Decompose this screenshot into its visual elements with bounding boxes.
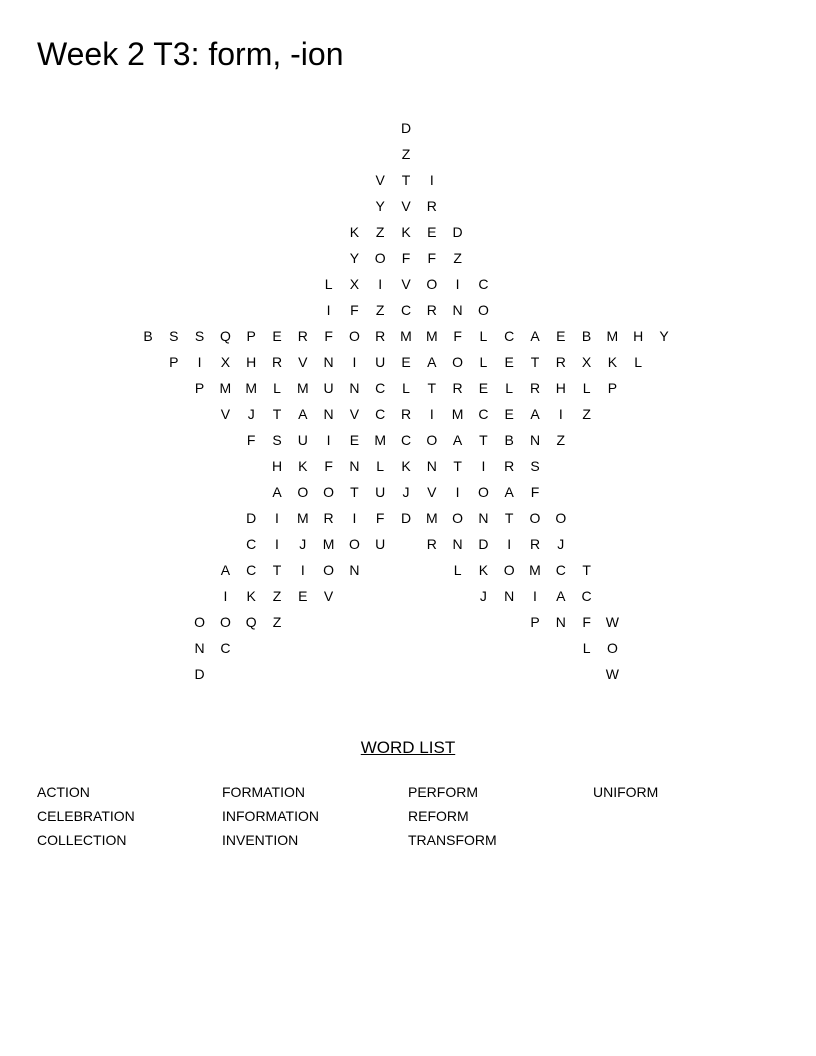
grid-letter: N [555, 614, 566, 630]
grid-letter: T [582, 562, 591, 578]
grid-letter: D [400, 120, 412, 136]
grid-letter: I [300, 562, 305, 578]
grid-letter: F [350, 302, 359, 318]
grid-letter: L [582, 640, 591, 656]
word-list-heading: WORD LIST [360, 738, 456, 757]
grid-letter: R [555, 354, 566, 370]
grid-letter: A [298, 406, 308, 422]
grid-letter: E [478, 380, 489, 396]
grid-letter: L [479, 328, 488, 344]
grid-letter: P [246, 328, 256, 344]
grid-letter: L [273, 380, 281, 396]
grid-letter: C [555, 562, 566, 578]
grid-letter: Q [219, 328, 231, 344]
grid-letter: I [326, 432, 331, 448]
grid-letter: O [374, 250, 386, 266]
grid-letter: O [503, 562, 515, 578]
grid-letter: R [323, 510, 334, 526]
grid-letter: O [555, 510, 567, 526]
grid-letter: L [402, 380, 410, 396]
grid-letter: K [607, 354, 618, 370]
grid-letter: C [478, 406, 489, 422]
grid-letter: V [375, 172, 385, 188]
grid-letter: I [455, 276, 460, 292]
grid-letter: W [605, 614, 619, 630]
grid-letter: J [479, 588, 487, 604]
grid-letter: D [246, 510, 257, 526]
page-title: Week 2 T3: form, -ion [37, 36, 344, 72]
grid-letter: N [452, 536, 463, 552]
grid-letter: O [348, 536, 360, 552]
grid-letter: T [427, 380, 437, 396]
grid-letter: L [479, 354, 488, 370]
word-list-item: UNIFORM [593, 784, 659, 800]
grid-letter: O [297, 484, 309, 500]
grid-letter: O [529, 510, 541, 526]
grid-letter: A [530, 328, 540, 344]
grid-letter: A [504, 484, 514, 500]
grid-letter: E [504, 354, 514, 370]
word-list-item: ACTION [37, 784, 90, 800]
grid-letter: C [220, 640, 231, 656]
grid-letter: M [322, 536, 335, 552]
grid-letter: I [326, 302, 331, 318]
grid-letter: I [455, 484, 460, 500]
grid-letter: R [375, 328, 386, 344]
grid-letter: A [530, 406, 540, 422]
grid-letter: B [581, 328, 592, 344]
grid-letter: E [556, 328, 566, 344]
grid-letter: S [272, 432, 282, 448]
grid-letter: E [272, 328, 282, 344]
word-list-item: FORMATION [222, 784, 305, 800]
grid-letter: U [297, 432, 308, 448]
grid-letter: O [477, 302, 489, 318]
grid-letter: P [194, 380, 205, 396]
grid-letter: Z [272, 588, 282, 604]
grid-letter: L [376, 458, 385, 474]
grid-letter: V [220, 406, 231, 422]
grid-letter: T [272, 406, 282, 422]
grid-letter: S [530, 458, 540, 474]
grid-letter: O [348, 328, 360, 344]
grid-letter: K [401, 458, 411, 474]
word-list-item: TRANSFORM [408, 832, 497, 848]
grid-letter: J [402, 484, 410, 500]
grid-letter: I [429, 406, 434, 422]
grid-letter: N [323, 406, 334, 422]
grid-letter: P [530, 614, 540, 630]
grid-letter: Z [272, 614, 282, 630]
grid-letter: R [504, 458, 515, 474]
grid-letter: X [581, 354, 592, 370]
grid-letter: R [529, 380, 541, 396]
grid-letter: O [426, 276, 438, 292]
grid-letter: I [429, 172, 434, 188]
grid-letter: E [427, 224, 437, 240]
grid-letter: H [633, 328, 644, 344]
grid-letter: M [451, 406, 464, 422]
grid-letter: Z [375, 224, 385, 240]
grid-letter: E [349, 432, 360, 448]
grid-letter: V [323, 588, 334, 604]
grid-letter: I [352, 354, 357, 370]
grid-letter: M [245, 380, 258, 396]
grid-letter: A [452, 432, 463, 448]
grid-letter: R [271, 354, 283, 370]
grid-letter: C [478, 276, 489, 292]
grid-letter: J [299, 536, 307, 552]
grid-letter: V [349, 406, 360, 422]
grid-letter: C [400, 432, 412, 448]
grid-letter: O [323, 562, 335, 578]
grid-letter: T [530, 354, 540, 370]
grid-letter: I [558, 406, 563, 422]
grid-letter: M [606, 328, 619, 344]
grid-letter: D [400, 510, 412, 526]
grid-letter: J [557, 536, 565, 552]
word-list-item: REFORM [408, 808, 469, 824]
grid-letter: X [220, 354, 231, 370]
grid-letter: M [219, 380, 232, 396]
grid-letter: K [349, 224, 360, 240]
grid-letter: U [375, 484, 386, 500]
grid-letter: E [298, 588, 308, 604]
grid-letter: N [349, 458, 360, 474]
grid-letter: Z [556, 432, 566, 448]
grid-letter: M [296, 510, 309, 526]
grid-letter: I [481, 458, 486, 474]
grid-letter: V [298, 354, 308, 370]
grid-letter: N [323, 354, 334, 370]
grid-letter: F [324, 458, 333, 474]
grid-letter: Y [375, 198, 385, 214]
grid-letter: C [581, 588, 592, 604]
grid-letter: U [375, 536, 386, 552]
grid-letter: I [275, 510, 279, 526]
grid-letter: Z [401, 146, 411, 162]
grid-letter: E [401, 354, 411, 370]
grid-letter: N [504, 588, 515, 604]
grid-letter: H [246, 354, 257, 370]
grid-letter: O [219, 614, 231, 630]
grid-letter: I [197, 354, 202, 370]
grid-letter: P [607, 380, 618, 396]
word-list-item: INVENTION [222, 832, 299, 848]
grid-letter: J [247, 406, 255, 422]
grid-letter: T [504, 510, 514, 526]
grid-letter: T [453, 458, 462, 474]
grid-letter: A [556, 588, 566, 604]
grid-letter: O [606, 640, 618, 656]
grid-letter: M [296, 380, 309, 396]
grid-letter: Y [349, 250, 360, 266]
grid-letter: F [427, 250, 437, 266]
word-list-item: INFORMATION [222, 808, 319, 824]
word-list-item: PERFORM [408, 784, 478, 800]
grid-letter: R [400, 406, 412, 422]
grid-letter: V [401, 276, 411, 292]
grid-letter: K [401, 224, 411, 240]
grid-letter: K [246, 588, 256, 604]
word-list [0, 782, 816, 862]
grid-letter: N [349, 380, 360, 396]
grid-letter: U [375, 354, 386, 370]
grid-letter: W [605, 666, 619, 682]
grid-letter: T [272, 562, 282, 578]
grid-letter: M [400, 328, 412, 344]
grid-letter: I [507, 536, 512, 552]
grid-letter: C [246, 536, 257, 552]
grid-letter: O [452, 354, 464, 370]
grid-letter: I [378, 276, 383, 292]
grid-letter: N [349, 562, 360, 578]
grid-letter: S [194, 328, 205, 344]
grid-letter: K [298, 458, 308, 474]
grid-letter: O [477, 484, 489, 500]
grid-letter: C [400, 302, 412, 318]
grid-letter: L [324, 276, 333, 292]
grid-letter: V [427, 484, 437, 500]
grid-letter: K [478, 562, 489, 578]
grid-letter: F [401, 250, 411, 266]
grid-letter: F [324, 328, 333, 344]
grid-letter: M [425, 510, 438, 526]
grid-letter: L [505, 380, 514, 396]
grid-letter: N [478, 510, 489, 526]
grid-letter: M [425, 328, 438, 344]
grid-letter: T [350, 484, 359, 500]
grid-letter: I [352, 510, 357, 526]
grid-letter: I [533, 588, 537, 604]
grid-letter: R [426, 302, 437, 318]
grid-letter: C [504, 328, 515, 344]
grid-letter: T [479, 432, 488, 448]
grid-letter: I [275, 536, 279, 552]
grid-letter: D [194, 666, 205, 682]
grid-letter: C [246, 562, 257, 578]
grid-letter: Z [453, 250, 462, 266]
grid-letter: A [272, 484, 282, 500]
grid-letter: H [271, 458, 283, 474]
grid-letter: F [453, 328, 462, 344]
grid-letter: M [529, 562, 541, 578]
grid-letter: R [426, 536, 437, 552]
grid-letter: F [375, 510, 385, 526]
grid-letter: T [401, 172, 411, 188]
grid-letter: D [452, 224, 463, 240]
grid-letter: S [169, 328, 179, 344]
grid-letter: X [349, 276, 360, 292]
grid-letter: C [375, 406, 386, 422]
grid-letter: O [194, 614, 206, 630]
grid-letter: B [143, 328, 153, 344]
grid-letter: L [582, 380, 591, 396]
grid-letter: L [634, 354, 643, 370]
grid-letter: D [478, 536, 489, 552]
grid-letter: P [169, 354, 179, 370]
grid-letter: R [452, 380, 463, 396]
grid-letter: R [426, 198, 437, 214]
grid-letter: N [426, 458, 437, 474]
grid-letter: O [323, 484, 335, 500]
grid-letter: A [220, 562, 231, 578]
grid-letter: F [582, 614, 591, 630]
grid-letter: V [401, 198, 411, 214]
grid-letter: R [297, 328, 308, 344]
grid-letter: E [504, 406, 514, 422]
grid-letter: Z [582, 406, 591, 422]
grid-letter: C [375, 380, 386, 396]
grid-letter: Q [245, 614, 257, 630]
grid-letter: Z [375, 302, 385, 318]
grid-letter: B [504, 432, 514, 448]
grid-letter: Y [659, 328, 669, 344]
grid-letter: H [555, 380, 566, 396]
grid-letter: L [453, 562, 462, 578]
grid-letter: U [323, 380, 334, 396]
grid-letter: F [530, 484, 540, 500]
grid-letter: N [452, 302, 463, 318]
grid-letter: O [452, 510, 464, 526]
grid-letter: A [427, 354, 437, 370]
grid-letter: F [246, 432, 256, 448]
grid-letter: N [529, 432, 541, 448]
word-list-item: COLLECTION [37, 832, 127, 848]
grid-letter: R [529, 536, 541, 552]
grid-letter: M [374, 432, 387, 448]
grid-letter: I [223, 588, 228, 604]
grid-letter: N [194, 640, 205, 656]
grid-letter: O [426, 432, 438, 448]
word-list-item: CELEBRATION [37, 808, 135, 824]
